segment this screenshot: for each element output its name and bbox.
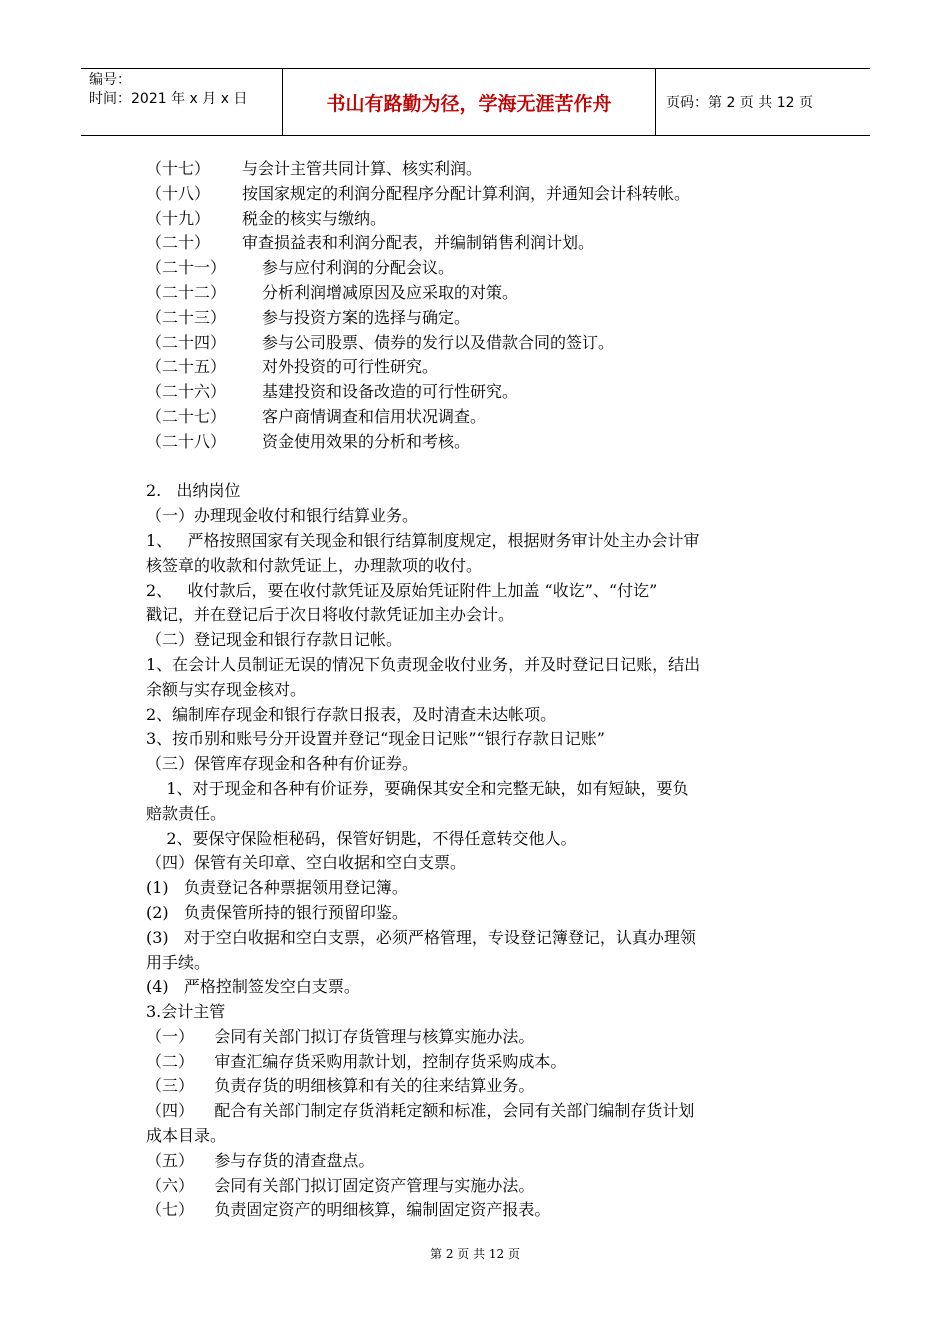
list-item: （六） 会同有关部门拟订固定资产管理与实施办法。 [146, 1175, 535, 1195]
section-heading: 2. 出纳岗位 [146, 481, 241, 501]
list-item [146, 157, 810, 182]
list-item [146, 430, 810, 455]
paragraph-line: 2、 收付款后，要在收付款凭证及原始凭证附件上加盖 “收讫”、“付讫” [146, 580, 658, 600]
list-item: 成本目录。 [146, 1126, 227, 1146]
list-item-text: 参与应付利润的分配会议。 [262, 258, 455, 278]
paragraph-line: 2、编制库存现金和银行存款日报表，及时清查未达帐项。 [146, 704, 557, 724]
supervisor-section [146, 1000, 810, 1223]
subsection-title: （一）办理现金收付和银行结算业务。 [146, 506, 419, 526]
list-item: （七） 负责固定资产的明细核算，编制固定资产报表。 [146, 1200, 551, 1220]
list-item-label: （二十四） [146, 332, 227, 352]
list-item [146, 306, 810, 331]
list-item-text: 基建投资和设备改造的可行性研究。 [262, 382, 519, 402]
list-item-text: 税金的核实与缴纳。 [242, 208, 387, 228]
document-number-label: 编号： [89, 72, 131, 88]
list-item-text: 按国家规定的利润分配程序分配计算利润，并通知会计科转帐。 [242, 183, 691, 203]
paragraph-line: 1、在会计人员制证无误的情况下负责现金收付业务，并及时登记日记账，结出 [146, 654, 701, 674]
list-item [146, 231, 810, 256]
paragraph-line: (4) 严格控制签发空白支票。 [146, 977, 360, 997]
list-item [146, 355, 810, 380]
paragraph-line: 赔款责任。 [146, 803, 227, 823]
paragraph-line: 核签章的收款和付款凭证上，办理款项的收付。 [146, 555, 483, 575]
cashier-section [146, 479, 810, 1000]
list-item [146, 281, 810, 306]
subsection-title: （二）登记现金和银行存款日记帐。 [146, 630, 403, 650]
list-item: （二） 审查汇编存货采购用款计划，控制存货采购成本。 [146, 1051, 567, 1071]
page-header [81, 68, 870, 136]
list-item-label: （二十八） [146, 431, 227, 451]
list-item-label: （十九） [146, 208, 211, 228]
list-item-label: （十七） [146, 159, 211, 178]
paragraph-line: (2) 负责保管所持的银行预留印鉴。 [146, 902, 408, 922]
document-body [146, 157, 810, 1223]
list-item-label: （二十二） [146, 282, 227, 302]
list-item: （一） 会同有关部门拟订存货管理与核算实施办法。 [146, 1026, 535, 1046]
list-item: （四） 配合有关部门制定存货消耗定额和标准，会同有关部门编制存货计划 [146, 1101, 695, 1121]
paragraph-line: 1、对于现金和各种有价证券，要确保其安全和完整无缺，如有短缺，要负 [146, 778, 689, 798]
paragraph-line: (3) 对于空白收据和空白支票，必须严格管理，专设登记簿登记，认真办理领 [146, 927, 696, 947]
header-motto: 书山有路勤为径，学海无涯苦作舟 [283, 69, 656, 135]
list-item-text: 分析利润增减原因及应采取的对策。 [262, 282, 519, 302]
list-item [146, 256, 810, 281]
paragraph-line: 1、 严格按照国家有关现金和银行结算制度规定，根据财务审计处主办会计审 [146, 530, 700, 550]
list-item [146, 331, 810, 356]
paragraph-line: 余额与实存现金核对。 [146, 679, 307, 699]
list-item-text: 资金使用效果的分析和考核。 [262, 431, 471, 451]
spacer [146, 455, 810, 480]
paragraph-line: 用手续。 [146, 952, 211, 972]
subsection-title: （三）保管库存现金和各种有价证券。 [146, 754, 419, 774]
paragraph-line: 戳记，并在登记后于次日将收付款凭证加主办会计。 [146, 605, 515, 625]
list-item-text: 与会计主管共同计算、核实利润。 [242, 159, 483, 178]
list-item-text: 参与公司股票、债券的发行以及借款合同的签订。 [262, 332, 615, 352]
list-item [146, 405, 810, 430]
paragraph-line: (1) 负责登记各种票据领用登记簿。 [146, 878, 408, 898]
paragraph-line: 2、要保守保险柜秘码，保管好钥匙，不得任意转交他人。 [146, 828, 577, 848]
list-item [146, 380, 810, 405]
list-item-text: 客户商情调查和信用状况调查。 [262, 406, 487, 426]
page-footer: 第 2 页 共 12 页 [430, 1247, 520, 1261]
list-item-text: 审查损益表和利润分配表，并编制销售利润计划。 [242, 233, 595, 253]
document-date: 时间：2021 年 x 月 x 日 [89, 91, 248, 107]
header-page-info: 页码：第 2 页 共 12 页 [666, 95, 813, 111]
list-item: （五） 参与存货的清查盘点。 [146, 1150, 375, 1170]
list-item-text: 参与投资方案的选择与确定。 [262, 307, 471, 327]
list-item: （三） 负责存货的明细核算和有关的往来结算业务。 [146, 1076, 535, 1096]
paragraph-line: 3、按币别和账号分开设置并登记“现金日记账”“银行存款日记账” [146, 729, 605, 749]
profit-duties-list [146, 157, 810, 455]
list-item-label: （二十） [146, 233, 211, 253]
list-item [146, 207, 810, 232]
list-item-label: （二十一） [146, 258, 227, 278]
list-item-label: （二十三） [146, 307, 227, 327]
list-item-label: （十八） [146, 183, 211, 203]
list-item-label: （二十五） [146, 357, 227, 377]
list-item-label: （二十六） [146, 382, 227, 402]
list-item-text: 对外投资的可行性研究。 [262, 357, 439, 377]
list-item-label: （二十七） [146, 406, 227, 426]
section-heading: 3.会计主管 [146, 1002, 226, 1022]
subsection-title: （四）保管有关印章、空白收据和空白支票。 [146, 853, 467, 873]
header-meta [81, 69, 283, 135]
list-item [146, 182, 810, 207]
